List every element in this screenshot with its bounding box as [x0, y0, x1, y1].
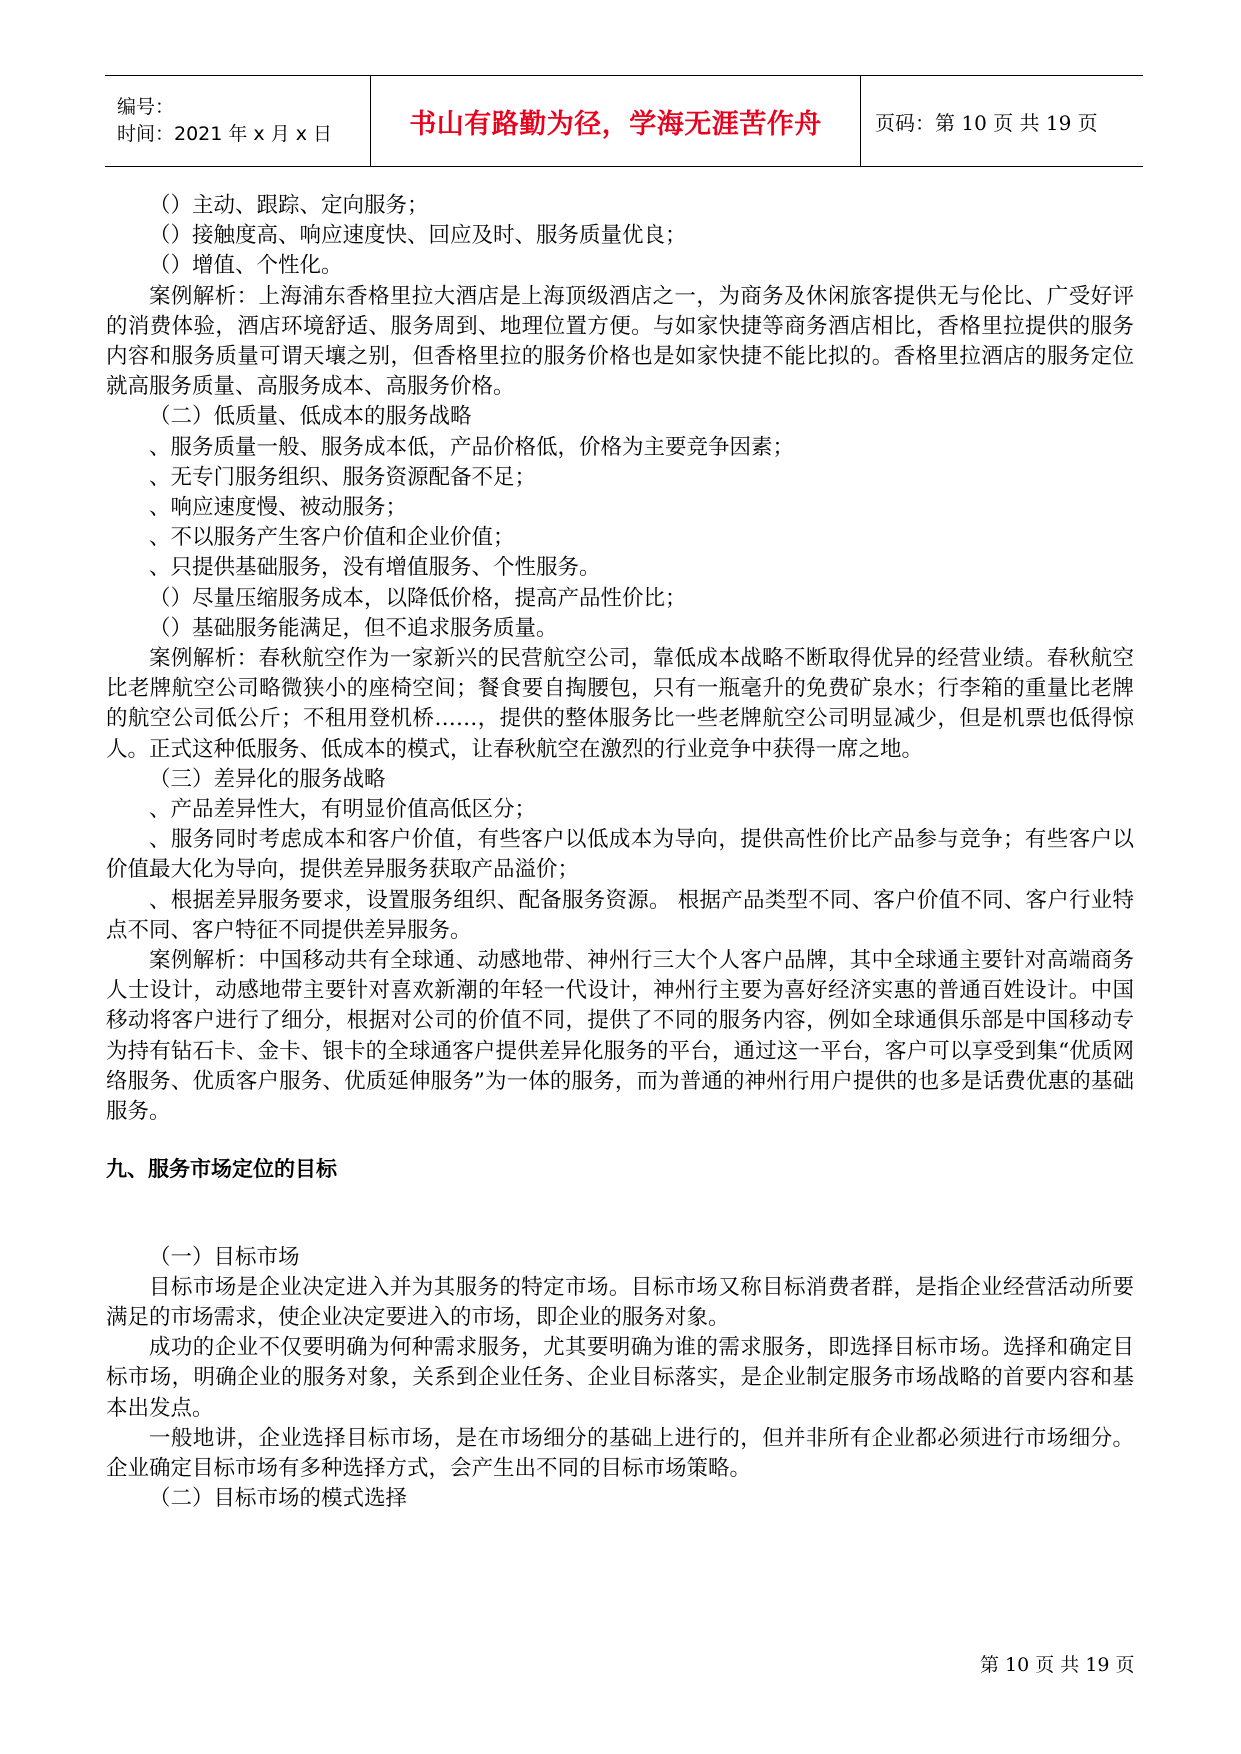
paragraph: 目标市场是企业决定进入并为其服务的特定市场。目标市场又称目标消费者群，是指企业经营活动所要满足的市场需求，使企业决定要进入的市场，即企业的服务对象。 — [106, 1274, 1134, 1330]
paragraph: 案例解析：春秋航空作为一家新兴的民营航空公司，靠低成本战略不断取得优异的经营业绩。春秋航空比老牌航空公司略微狭小的座椅空间；餐食要自掏腰包，只有一瓶毫升的免费矿泉水；行李箱的重量比老牌的航空公司低公斤；不租用登机桥……，提供的整体服务比一些老牌航空公司明显减少，但是机票也低得惊人。正式这种低服务、低成本的模式，让春秋航空在激烈的行业竞争中获得一席之地。 — [106, 646, 1134, 762]
document-body — [106, 191, 1134, 1514]
subheading: （一）目标市场 — [149, 1244, 300, 1270]
paragraph: （）接触度高、响应速度快、回应及时、服务质量优良； — [149, 223, 687, 249]
paragraph: 、服务质量一般、服务成本低，产品价格低，价格为主要竞争因素； — [149, 434, 795, 460]
document-number-label: 编号： — [117, 96, 175, 118]
header-left-cell — [105, 76, 371, 166]
paragraph: 案例解析：中国移动共有全球通、动感地带、神州行三大个人客户品牌，其中全球通主要针对高端商务人士设计，动感地带主要针对喜欢新潮的年轻一代设计，神州行主要为喜好经济实惠的普通百姓设计。中国移动将客户进行了细分，根据对公司的价值不同，提供了不同的服务内容，例如全球通俱乐部是中国移动专为持有钻石卡、金卡、银卡的全球通客户提供差异化服务的平台，通过这一平台，客户可以享受到集“优质网络服务、优质客户服务、优质延伸服务”为一体的服务，而为普通的神州行用户提供的也多是话费优惠的基础服务。 — [106, 948, 1134, 1125]
header-motto: 书山有路勤为径，学海无涯苦作舟 — [409, 108, 822, 140]
document-time-label: 时间：2021 年 x 月 x 日 — [117, 123, 333, 145]
paragraph: （）基础服务能满足，但不追求服务质量。 — [149, 615, 558, 641]
paragraph: （）主动、跟踪、定向服务； — [149, 193, 429, 218]
paragraph: 、无专门服务组织、服务资源配备不足； — [149, 464, 537, 490]
paragraph: 、服务同时考虑成本和客户价值，有些客户以低成本为导向，提供高性价比产品参与竞争；有些客户以价值最大化为导向，提供差异服务获取产品溢价； — [106, 827, 1134, 883]
paragraph: 、响应速度慢、被动服务； — [149, 495, 408, 521]
paragraph: 、产品差异性大，有明显价值高低区分； — [149, 797, 537, 823]
paragraph: 一般地讲，企业选择目标市场，是在市场细分的基础上进行的，但并非所有企业都必须进行市场细分。企业确定目标市场有多种选择方式，会产生出不同的目标市场策略。 — [106, 1425, 1134, 1481]
subheading: （二）低质量、低成本的服务战略 — [149, 404, 472, 430]
page-footer: 第 10 页 共 19 页 — [980, 1654, 1135, 1676]
paragraph: 、只提供基础服务，没有增值服务、个性服务。 — [149, 555, 601, 581]
paragraph: （）增值、个性化。 — [149, 253, 343, 279]
page-header — [105, 75, 1143, 167]
paragraph: 、不以服务产生客户价值和企业价值； — [149, 525, 515, 551]
header-page-number: 页码：第 10 页 共 19 页 — [875, 110, 1098, 135]
subheading: （三）差异化的服务战略 — [149, 766, 386, 792]
section-heading: 九、服务市场定位的目标 — [106, 1157, 337, 1182]
paragraph: （）尽量压缩服务成本，以降低价格，提高产品性价比； — [149, 585, 687, 611]
header-motto-cell — [371, 76, 861, 166]
header-page-cell — [861, 76, 1143, 166]
paragraph: 案例解析：上海浦东香格里拉大酒店是上海顶级酒店之一，为商务及休闲旅客提供无与伦比、广受好评的消费体验，酒店环境舒适、服务周到、地理位置方便。与如家快捷等商务酒店相比，香格里拉提供的服务内容和服务质量可谓天壤之别，但香格里拉的服务价格也是如家快捷不能比拟的。香格里拉酒店的服务定位就高服务质量、高服务成本、高服务价格。 — [106, 283, 1134, 400]
subheading: （二）目标市场的模式选择 — [149, 1486, 408, 1512]
paragraph: 成功的企业不仅要明确为何种需求服务，尤其要明确为谁的需求服务，即选择目标市场。选择和确定目标市场，明确企业的服务对象，关系到企业任务、企业目标落实，是企业制定服务市场战略的首要内容和基本出发点。 — [106, 1335, 1134, 1421]
paragraph: 、根据差异服务要求，设置服务组织、配备服务资源。 根据产品类型不同、客户价值不同、客户行业特点不同、客户特征不同提供差异服务。 — [106, 887, 1134, 943]
